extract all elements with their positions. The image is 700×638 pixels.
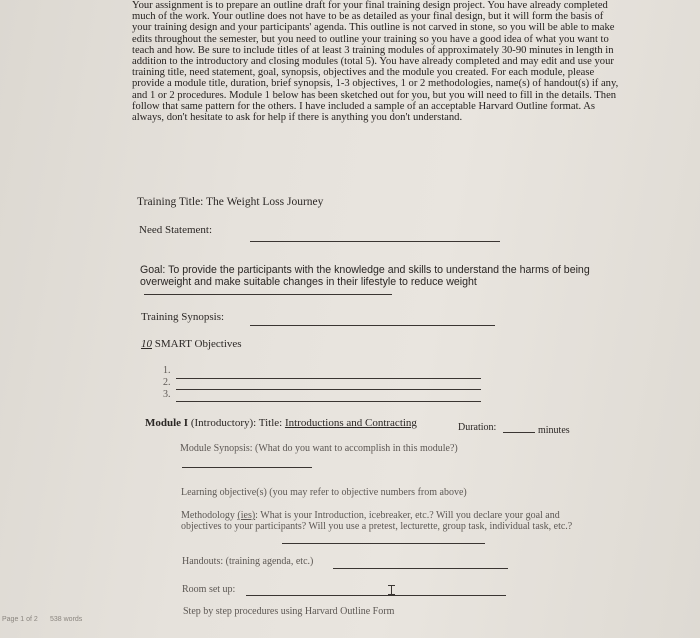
module-1-title: Introductions and Contracting	[284, 417, 417, 429]
objectives-count: 10	[141, 338, 152, 350]
training-title: Training Title: The Weight Loss Journey	[137, 196, 324, 208]
training-synopsis-blank[interactable]	[250, 325, 495, 326]
learning-objectives-label: Learning objective(s) (you may refer to objective numbers from above)	[181, 487, 467, 498]
objective-3-blank[interactable]	[176, 401, 481, 402]
objectives-heading-text: SMART Objectives	[152, 338, 242, 350]
goal-text: Goal: To provide the participants with the knowledge and skills to understand the harms of being overweight and make suitable changes in their lifestyle to reduce weight	[140, 264, 590, 288]
module-synopsis-label: Module Synopsis: (What do you want to accomplish in this module?)	[180, 443, 458, 454]
objectives-heading	[141, 338, 242, 350]
module-1-header	[145, 417, 417, 429]
objective-2-number: 2.	[163, 377, 171, 388]
methodology-word: Methodology	[181, 510, 235, 521]
minutes-label: minutes	[538, 425, 570, 436]
module-1-prefix: Module I	[145, 417, 189, 429]
handouts-blank[interactable]	[333, 568, 508, 569]
procedures-label: Step by step procedures using Harvard Outline Form	[183, 606, 395, 617]
objective-1-number: 1.	[163, 365, 171, 376]
word-count[interactable]: 538 words	[50, 616, 83, 623]
page-count[interactable]: Page 1 of 2	[2, 616, 38, 623]
need-statement-blank[interactable]	[250, 241, 500, 242]
text-cursor-icon	[391, 585, 392, 595]
module-1-intro: (Introductory): Title:	[188, 417, 285, 429]
methodology-blank[interactable]	[282, 543, 485, 544]
room-setup-blank[interactable]	[246, 595, 506, 596]
methodology-rest: : What is your Introduction, icebreaker, etc.? Will you declare your goal and objectives to your participants? Will you use a pretest, lecturette, group task, individual task, etc.?	[181, 510, 573, 532]
objective-3-number: 3.	[163, 389, 171, 400]
intro-paragraph: Your assignment is to prepare an outline draft for your final training design project. You have already completed much of the work. Your outline does not have to be as detailed as your final design, but it will form the basis of your training design and your participants' agenda. This outline is not carved in stone, so you will be able to make edits throughout the semester, but you need to outline your training so you have a good idea of what you want to teach and how. Be sure to include titles of at least 3 training modules of approximately 30-90 minutes in length in addition to the introductory and closing modules (total 5). You have already completed and may edit and use your training title, need statement, goal, synopsis, objectives and the module you created. For each module, please provide a module title, duration, brief synopsis, 1-3 objectives, 1 or 2 methodologies, name(s) of handout(s) if any, and 1 or 2 procedures. Module 1 below has been sketched out for you, but you will need to fill in the details. Then follow that same pattern for the others. I have included a sample of an acceptable Harvard Outline format. As always, don't hesitate to ask for help if there is anything you don't understand.	[132, 0, 619, 124]
status-bar	[0, 614, 140, 638]
objective-2-blank[interactable]	[176, 389, 481, 390]
methodology-ies: (ies)	[237, 510, 256, 521]
module-synopsis-blank[interactable]	[182, 467, 312, 468]
duration-label: Duration:	[458, 422, 497, 433]
need-statement-label: Need Statement:	[139, 224, 213, 236]
objective-1-blank[interactable]	[176, 378, 481, 379]
room-setup-label: Room set up:	[182, 584, 236, 595]
goal-blank[interactable]	[144, 294, 392, 295]
duration-blank[interactable]	[503, 432, 535, 433]
handouts-label: Handouts: (training agenda, etc.)	[182, 556, 314, 567]
methodology-text	[181, 510, 576, 532]
training-synopsis-label: Training Synopsis:	[141, 311, 225, 323]
